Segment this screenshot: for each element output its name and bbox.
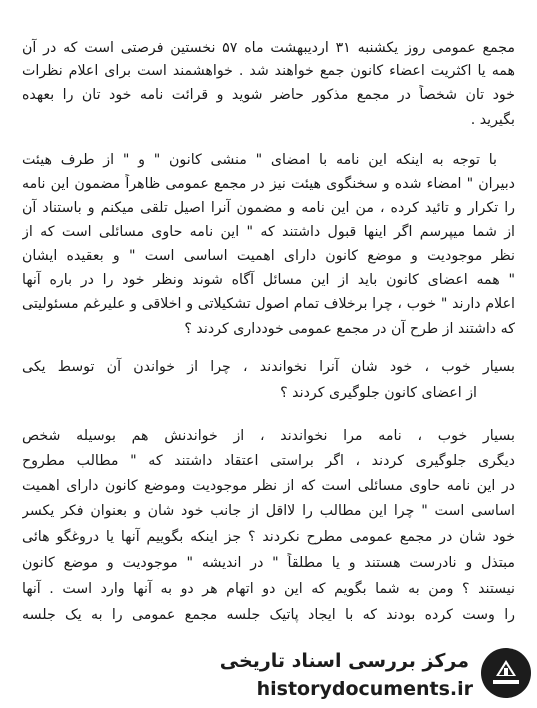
text-line-21: نیستند ؟ ومن به شما بگویم که این دو اتهام هر دو به آنها وارد است . آنها — [22, 581, 515, 597]
text-line-6: دبیران " امضاء شده و سخنگوی هیئت نیز در مجمع عمومی ظاهراً مضمون این نامه — [22, 176, 515, 192]
text-line-8: از شما میپرسم اگر اینها قبول داشتند که " این نامه حاوی مسائلی است که از — [22, 224, 515, 240]
text-line-7: را تکرار و تائید کرده ، من این نامه و مضمون آنرا اصیل تلقی میکنم و باستناد آن — [22, 200, 515, 216]
text-line-9: نظر موجودیت و موضع کانون دارای اهمیت اساسی است " و بعقیده ایشان — [22, 248, 515, 264]
text-line-11: اعلام دارند " خوب ، چرا برخلاف تمام اصول تشکیلاتی و اخلاقی و علیرغم مسئولیتی — [22, 296, 515, 312]
text-line-3: خود تان شخصاً در مجمع مذکور حاضر شوید و قرائت نامه خود تان را بعهده — [22, 87, 515, 103]
text-line-2: همه یا اکثریت اعضاء کانون جمع خواهند شد . خواهشمند است برای اعلام نظرات — [22, 63, 515, 79]
text-line-17: در این نامه حاوی مسائلی است که از نظر موجودیت وموضع کانون دارای اهمیت — [22, 478, 515, 494]
watermark-logo — [219, 642, 537, 708]
text-line-20: مبتذل و نادرست هستند و یا مطلقاً " در اندیشه " موجودیت و موضع کانون — [22, 555, 515, 571]
text-line-19: خود شان در مجمع عمومی مطرح نکردند ؟ جز اینکه بگوییم آنها یا دروغگو هائی — [22, 529, 515, 545]
text-line-18: اساسی است " چرا این مطالب را لااقل از جانب خود شان و بعنوان فکر یکسر — [22, 503, 515, 519]
watermark-url: historydocuments.ir — [256, 678, 473, 700]
text-line-5: با توجه به اینکه این نامه با امضای " منشی کانون " و " از طرف هیئت — [22, 152, 497, 168]
text-line-12: که داشتند از طرح آن در مجمع عمومی خودداری کردند ؟ — [184, 321, 515, 337]
text-line-22: را وست کرده بودند که با ایجاد پاتیک جلسه مجمع عمومی را به یک جلسه — [22, 607, 515, 623]
text-line-15: بسیار خوب ، نامه مرا نخواندند ، از خواندنش هم بوسیله شخص — [22, 428, 515, 444]
text-line-10: " همه اعضای کانون باید از این مسائل آگاه شوند ونظر خود را در باره آنها — [22, 272, 515, 288]
text-line-14: از اعضای کانون جلوگیری کردند ؟ — [280, 385, 477, 401]
archive-emblem-icon — [479, 646, 533, 700]
text-line-13: بسیار خوب ، خود شان آنرا نخواندند ، چرا از خواندن آن توسط یکی — [22, 359, 515, 375]
text-line-1: مجمع عمومی روز یکشنبه ۳۱ اردیبهشت ماه ۵۷ نخستین فرصتی است که در آن — [22, 40, 515, 56]
text-line-16: دیگری جلوگیری کردند ، اگر براستی اعتقاد داشتند که " مطالب مطروح — [22, 453, 515, 469]
text-line-4: بگیرید . — [470, 112, 515, 128]
watermark-title: مرکز بررسی اسناد تاریخی — [219, 650, 469, 672]
